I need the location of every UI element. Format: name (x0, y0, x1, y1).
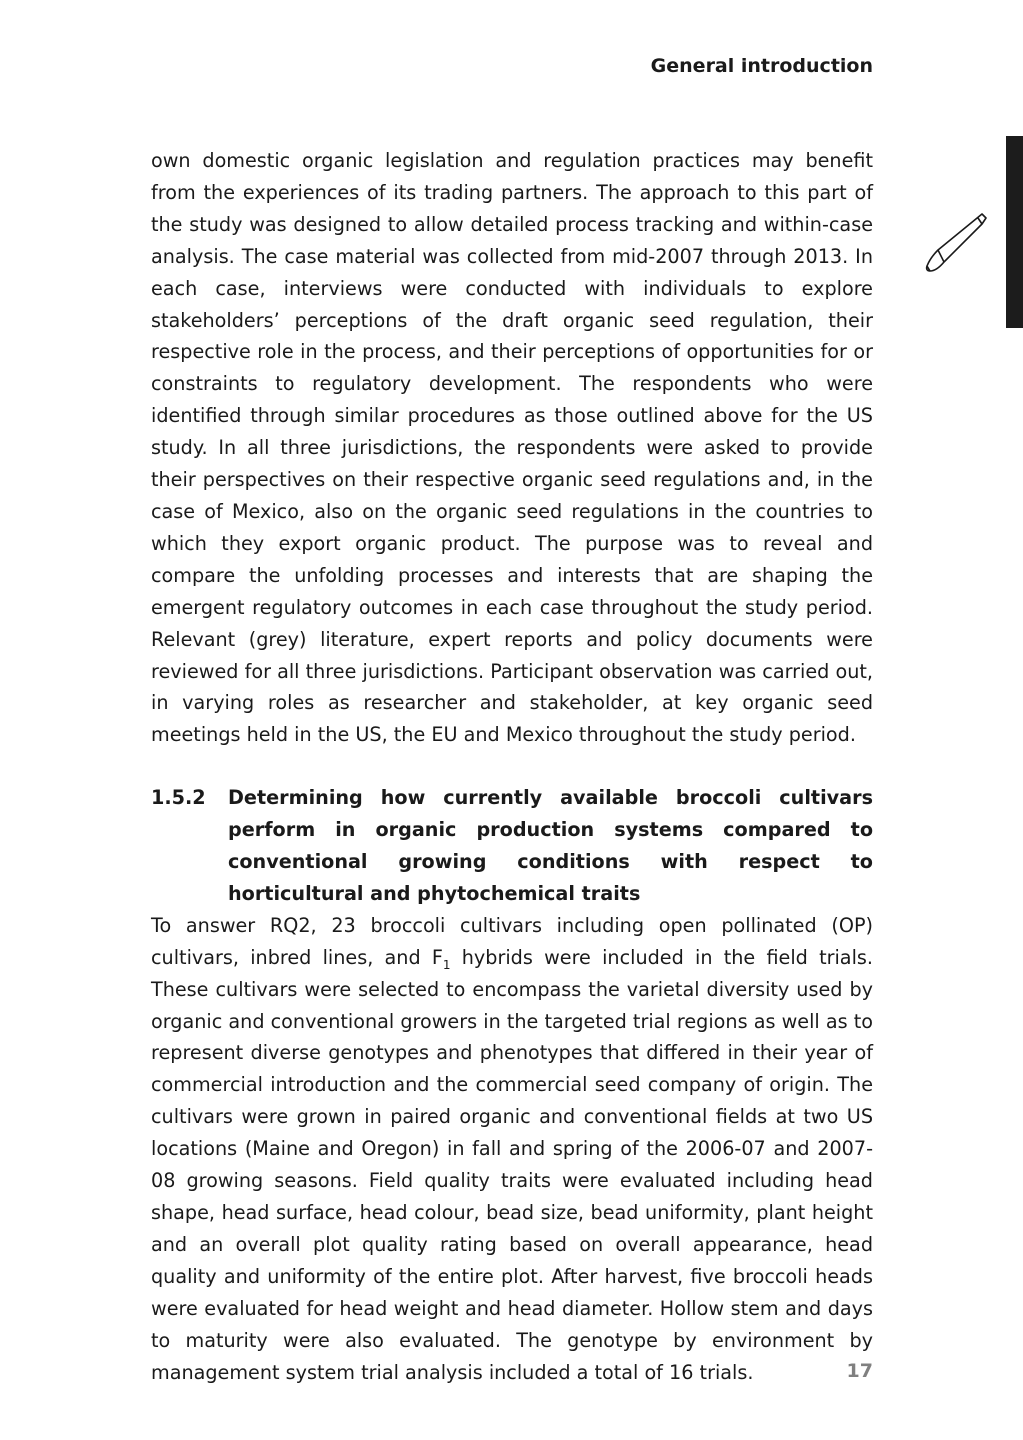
page-number: 17 (846, 1360, 873, 1382)
chapter-edge-tab (1006, 136, 1023, 328)
page-content (151, 145, 873, 1388)
body-paragraph-1: own domestic organic legislation and regulation practices may benefit from the experiences of its trading partners. The approach to this part of the study was designed to allow detailed process tracking and within-case analysis. The case material was collected from mid-2007 through 2013. In each case, interviews were conducted with individuals to explore stakeholders’ perceptions of the draft organic seed regulation, their respective role in the process, and their perceptions of opportunities for or constraints to regulatory development. The respondents who were identified through similar procedures as those outlined above for the US study. In all three jurisdictions, the respondents were asked to provide their perspectives on their respective organic seed regulations and, in the case of Mexico, also on the organic seed regulations in the countries to which they export organic product. The purpose was to reveal and compare the unfolding processes and interests that are shaping the emergent regulatory outcomes in each case throughout the study period. Relevant (grey) literature, expert reports and policy documents were reviewed for all three jurisdictions. Participant observation was carried out, in varying roles as researcher and stakeholder, at key organic seed meetings held in the US, the EU and Mexico throughout the study period. (151, 149, 873, 747)
paragraph-2-text-end: hybrids were included in the field trials. These cultivars were selected to encompass the varietal diversity used by organic and conventional growers in the targeted trial regions as well as to represent diverse genotypes and phenotypes that differed in their year of commercial introduction and the commercial seed company of origin. The cultivars were grown in paired organic and conventional fields at two US locations (Maine and Oregon) in fall and spring of the 2006-07 and 2007-08 growing seasons. Field quality traits were evaluated including head shape, head surface, head colour, bead size, bead uniformity, plant height and an overall plot quality rating based on overall appearance, head quality and uniformity of the entire plot. After harvest, five broccoli heads were evaluated for head weight and head diameter. Hollow stem and days to maturity were also evaluated. The genotype by environment by management system trial analysis included a total of 16 trials. (151, 945, 873, 1384)
pencil-icon (922, 210, 988, 276)
paragraph-2-text-start: To answer RQ2, 23 broccoli cultivars including open pollinated (OP) cultivars, inbred lines, and F (151, 913, 873, 969)
subscript-one: 1 (442, 957, 451, 972)
body-paragraph-2 (151, 910, 873, 1389)
running-header-title: General introduction (650, 55, 873, 77)
section-number: 1.5.2 (151, 786, 206, 810)
section-title: Determining how currently available broccoli cultivars perform in organic production systems compared to conventional growing conditions with respect to horticultural and phytochemical traits (228, 786, 873, 905)
section-heading (151, 782, 873, 910)
